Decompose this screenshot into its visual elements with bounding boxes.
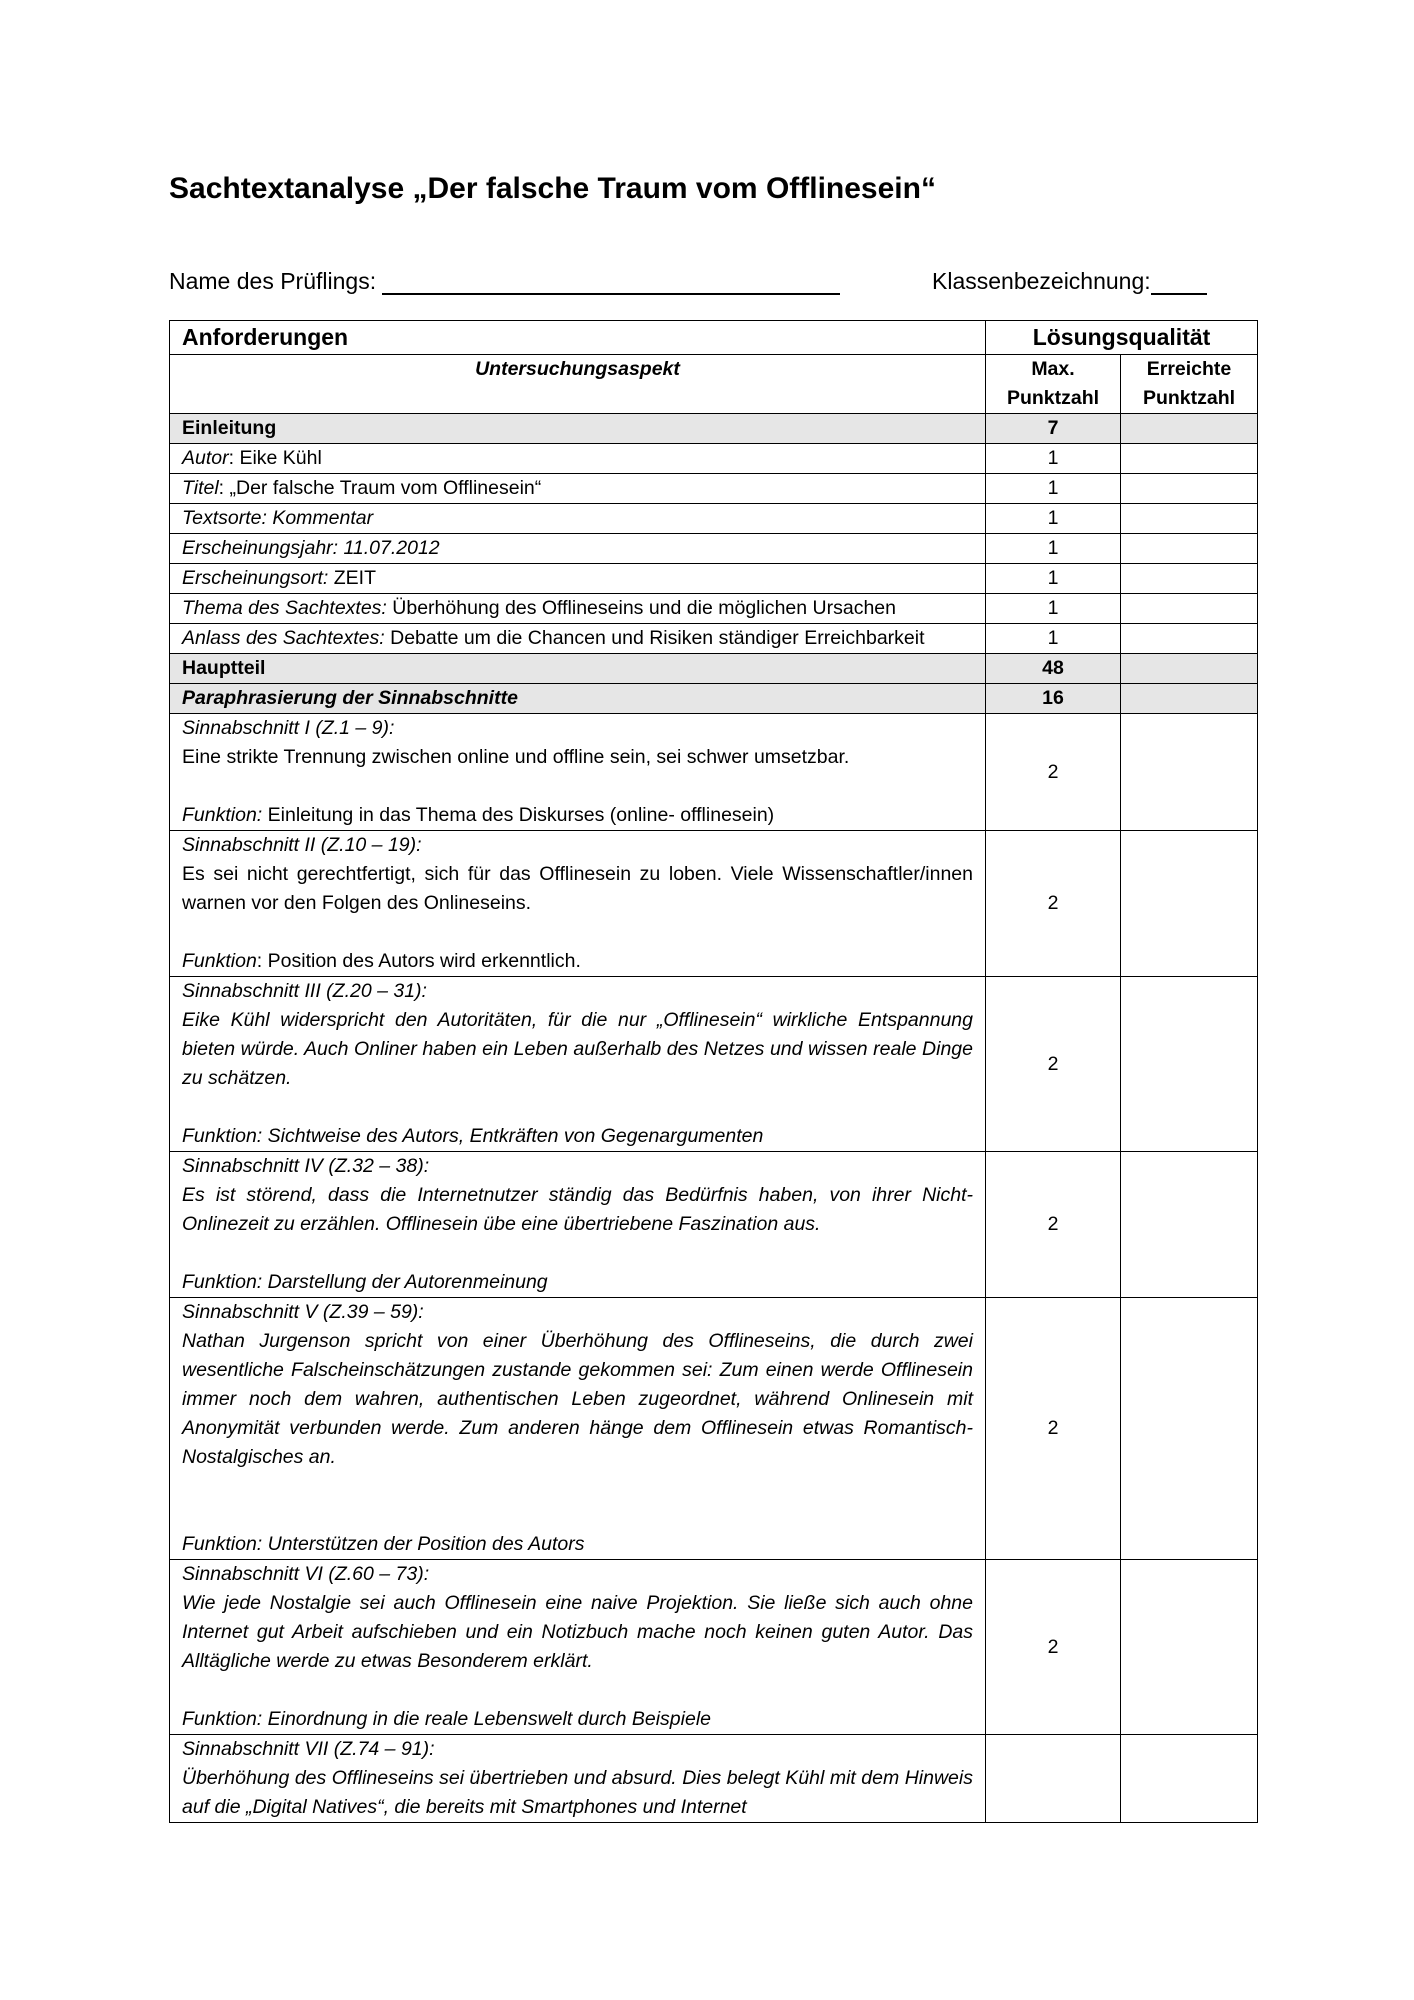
section-row-einleitung <box>170 414 1258 444</box>
criterion-key: Anlass des Sachtextes: <box>182 627 385 649</box>
spacer <box>182 772 973 801</box>
max-points: 1 <box>986 534 1121 564</box>
section-achieved-points[interactable] <box>1121 414 1258 444</box>
achieved-points[interactable] <box>1121 534 1258 564</box>
header-max-punktzahl <box>986 355 1121 414</box>
sinnabschnitt-function: Funktion: Darstellung der Autorenmeinung <box>182 1271 548 1293</box>
sinnabschnitt-cell <box>170 1735 986 1823</box>
sinnabschnitt-heading: Sinnabschnitt III (Z.20 – 31): <box>182 980 427 1002</box>
criterion-cell <box>170 624 986 654</box>
section-label: Hauptteil <box>170 654 986 684</box>
sinnabschnitt-cell <box>170 1560 986 1735</box>
sinnabschnitt-cell <box>170 1152 986 1298</box>
sinnabschnitt-row-1 <box>170 714 1258 831</box>
header-max-line2: Punktzahl <box>1006 387 1100 409</box>
sinnabschnitt-heading: Sinnabschnitt IV (Z.32 – 38): <box>182 1155 430 1177</box>
sinnabschnitt-text: Wie jede Nostalgie sei auch Offlinesein eine naive Projektion. Sie ließe sich auch ohne Internet gut Arbeit aufschieben und ein Notizbuch mache noch keinen guten Autor. Das Alltägliche werde zu etwas Besonderem erklärt. <box>182 1592 973 1672</box>
header-max-line1: Max. <box>1031 358 1075 380</box>
achieved-points[interactable] <box>1121 504 1258 534</box>
sinnabschnitt-cell <box>170 714 986 831</box>
function-value: : Position des Autors wird erkenntlich. <box>256 950 581 972</box>
spacer <box>182 1239 973 1268</box>
criterion-cell <box>170 474 986 504</box>
criterion-sep: : <box>228 447 240 469</box>
max-points: 1 <box>986 474 1121 504</box>
table-header-row <box>170 321 1258 355</box>
max-points: 2 <box>986 1560 1121 1735</box>
achieved-points[interactable] <box>1121 831 1258 977</box>
sinnabschnitt-function <box>182 801 973 830</box>
criterion-key: Erscheinungsort: <box>182 567 329 589</box>
sinnabschnitt-heading: Sinnabschnitt VI (Z.60 – 73): <box>182 1563 430 1585</box>
sinnabschnitt-row-5 <box>170 1298 1258 1560</box>
table-row <box>170 444 1258 474</box>
criterion-key: Titel <box>182 477 219 499</box>
max-points: 1 <box>986 504 1121 534</box>
criterion-key: Autor <box>182 447 229 469</box>
table-row <box>170 474 1258 504</box>
sinnabschnitt-row-7 <box>170 1735 1258 1823</box>
candidate-name-blank[interactable] <box>382 269 840 295</box>
sinnabschnitt-function <box>182 947 973 976</box>
achieved-points[interactable] <box>1121 1735 1258 1823</box>
criterion-cell <box>170 564 986 594</box>
sinnabschnitt-cell <box>170 977 986 1152</box>
sinnabschnitt-text: Überhöhung des Offlineseins sei übertrieben und absurd. Dies belegt Kühl mit dem Hinweis auf die „Digital Natives“, die bereits mit Smartphones und Internet <box>182 1767 973 1818</box>
table-row <box>170 564 1258 594</box>
sinnabschnitt-row-4 <box>170 1152 1258 1298</box>
spacer <box>182 1676 973 1705</box>
spacer <box>182 1093 973 1122</box>
class-name-blank[interactable] <box>1151 269 1207 295</box>
spacer <box>182 1472 973 1501</box>
candidate-name-label: Name des Prüflings: <box>169 268 377 294</box>
criterion-value: Überhöhung des Offlineseins und die möglichen Ursachen <box>392 597 896 619</box>
criterion-key: Thema des Sachtextes: <box>182 597 387 619</box>
sinnabschnitt-heading: Sinnabschnitt I (Z.1 – 9): <box>182 717 395 739</box>
max-points: 1 <box>986 594 1121 624</box>
criterion-sep: : <box>218 477 230 499</box>
sinnabschnitt-heading: Sinnabschnitt II (Z.10 – 19): <box>182 834 422 856</box>
function-key: Funktion <box>182 950 257 972</box>
max-points: 1 <box>986 624 1121 654</box>
class-name-line <box>932 268 1207 295</box>
achieved-points[interactable] <box>1121 1298 1258 1560</box>
function-value: Einleitung in das Thema des Diskurses (online- offlinesein) <box>262 804 775 826</box>
sinnabschnitt-heading: Sinnabschnitt V (Z.39 – 59): <box>182 1301 424 1323</box>
sinnabschnitt-function: Funktion: Sichtweise des Autors, Entkräften von Gegenargumenten <box>182 1125 764 1147</box>
table-row <box>170 504 1258 534</box>
header-erreichte-punktzahl <box>1121 355 1258 414</box>
criterion-cell <box>170 444 986 474</box>
criterion-value: Debatte um die Chancen und Risiken ständiger Erreichbarkeit <box>390 627 925 649</box>
achieved-points[interactable] <box>1121 977 1258 1152</box>
achieved-points[interactable] <box>1121 594 1258 624</box>
table-row <box>170 594 1258 624</box>
section-row-paraphrasierung <box>170 684 1258 714</box>
achieved-points[interactable] <box>1121 564 1258 594</box>
criterion-cell <box>170 534 986 564</box>
header-untersuchungsaspekt: Untersuchungsaspekt <box>170 355 986 414</box>
sinnabschnitt-row-6 <box>170 1560 1258 1735</box>
section-label: Einleitung <box>170 414 986 444</box>
section-row-hauptteil <box>170 654 1258 684</box>
sinnabschnitt-text: Eine strikte Trennung zwischen online und offline sein, sei schwer umsetzbar. <box>182 746 850 768</box>
section-label: Paraphrasierung der Sinnabschnitte <box>170 684 986 714</box>
criterion-key: Erscheinungsjahr: 11.07.2012 <box>182 537 440 559</box>
sinnabschnitt-text: Eike Kühl widerspricht den Autoritäten, für die nur „Offlinesein“ wirkliche Entspannung bieten würde. Auch Onliner haben ein Leben außerhalb des Netzes und wissen reale Dinge zu schätzen. <box>182 1009 973 1089</box>
section-max-points: 16 <box>986 684 1121 714</box>
sinnabschnitt-row-3 <box>170 977 1258 1152</box>
achieved-points[interactable] <box>1121 1560 1258 1735</box>
max-points: 2 <box>986 1298 1121 1560</box>
sinnabschnitt-function: Funktion: Einordnung in die reale Lebenswelt durch Beispiele <box>182 1708 712 1730</box>
header-err-line2: Punktzahl <box>1142 387 1236 409</box>
criterion-key: Textsorte: Kommentar <box>182 507 374 529</box>
achieved-points[interactable] <box>1121 714 1258 831</box>
achieved-points[interactable] <box>1121 1152 1258 1298</box>
criterion-cell <box>170 504 986 534</box>
candidate-name-line <box>169 268 840 295</box>
achieved-points[interactable] <box>1121 474 1258 504</box>
table-row <box>170 534 1258 564</box>
sinnabschnitt-cell <box>170 831 986 977</box>
max-points: 2 <box>986 831 1121 977</box>
max-points: 1 <box>986 564 1121 594</box>
function-key: Funktion: <box>182 804 263 826</box>
criterion-value: ZEIT <box>333 567 376 589</box>
page-title: Sachtextanalyse „Der falsche Traum vom Offlinesein“ <box>169 172 936 205</box>
spacer <box>182 918 973 947</box>
sinnabschnitt-text: Nathan Jurgenson spricht von einer Überhöhung des Offlineseins, die durch zwei wesentliche Falscheinschätzungen zustande gekommen sei: Zum einen werde Offlinesein immer noch dem wahren, authentischen Leben zugeordnet, während Onlinesein mit Anonymität verbunden werde. Zum anderen hänge dem Offlinesein etwas Romantisch-Nostalgisches an. <box>182 1330 973 1468</box>
achieved-points[interactable] <box>1121 624 1258 654</box>
class-name-label: Klassenbezeichnung: <box>932 268 1151 294</box>
sinnabschnitt-function: Funktion: Unterstützen der Position des Autors <box>182 1533 585 1555</box>
section-achieved-points[interactable] <box>1121 684 1258 714</box>
max-points: 2 <box>986 977 1121 1152</box>
header-err-line1: Erreichte <box>1146 358 1232 380</box>
sinnabschnitt-cell <box>170 1298 986 1560</box>
spacer <box>182 1501 973 1530</box>
max-points <box>986 1735 1121 1823</box>
header-anforderungen: Anforderungen <box>170 321 986 355</box>
criterion-cell <box>170 594 986 624</box>
table-row <box>170 624 1258 654</box>
section-achieved-points[interactable] <box>1121 654 1258 684</box>
sinnabschnitt-text: Es ist störend, dass die Internetnutzer ständig das Bedürfnis haben, von ihrer Nicht-Onlinezeit zu erzählen. Offlinesein übe eine übertriebene Faszination aus. <box>182 1184 973 1235</box>
section-max-points: 7 <box>986 414 1121 444</box>
max-points: 1 <box>986 444 1121 474</box>
header-loesungsqualitaet: Lösungsqualität <box>986 321 1258 355</box>
criterion-value: Eike Kühl <box>239 447 322 469</box>
achieved-points[interactable] <box>1121 444 1258 474</box>
section-max-points: 48 <box>986 654 1121 684</box>
grading-table <box>169 320 1258 1823</box>
sinnabschnitt-heading: Sinnabschnitt VII (Z.74 – 91): <box>182 1738 435 1760</box>
sinnabschnitt-row-2 <box>170 831 1258 977</box>
criterion-value: „Der falsche Traum vom Offlinesein“ <box>229 477 542 499</box>
sinnabschnitt-text: Es sei nicht gerechtfertigt, sich für das Offlinesein zu loben. Viele Wissenschaftler/innen warnen vor den Folgen des Onlineseins. <box>182 863 973 914</box>
table-subheader-row <box>170 355 1258 414</box>
max-points: 2 <box>986 1152 1121 1298</box>
max-points: 2 <box>986 714 1121 831</box>
